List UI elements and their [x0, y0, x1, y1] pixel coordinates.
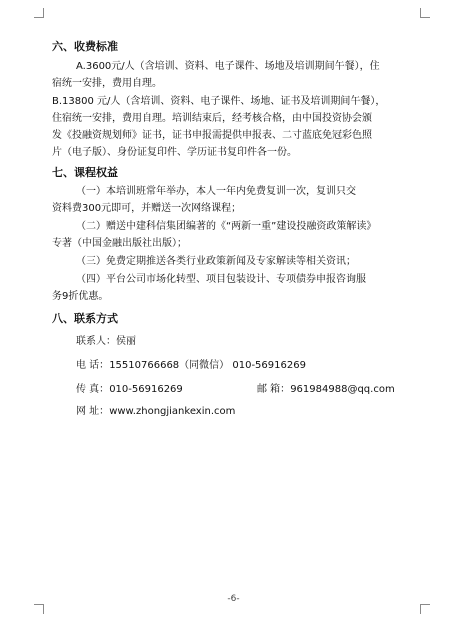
fee-line: 片（电子版）、身份证复印件、学历证书复印件各一份。: [52, 147, 297, 158]
section-heading-fee: 六、收费标准: [52, 40, 118, 53]
page-number: -6-: [227, 594, 240, 604]
benefit-line: （四）平台公司市场化转型、项目包装设计、专项债券申报咨询服: [76, 274, 366, 285]
contact-person-row: [76, 335, 136, 349]
crop-mark-top-left: [34, 8, 44, 18]
phone-label: 电 话：: [76, 360, 110, 371]
web-label: 网 址：: [76, 406, 110, 417]
crop-mark-top-right: [420, 8, 430, 18]
benefit-line: 务9折优惠。: [52, 291, 109, 302]
contact-email-row: [257, 383, 395, 397]
fee-line: B.13800 元/人（含培训、资料、电子课件、场地、证书及培训期间午餐），: [52, 96, 386, 107]
crop-mark-bottom-left: [34, 604, 44, 614]
benefit-line: （二）赠送中建科信集团编著的《“两新一重”建设投融资政策解读》: [76, 221, 377, 232]
phone-number: 15510766668（同微信） 010-56916269: [109, 360, 306, 371]
fax-number: 010-56916269: [109, 384, 183, 395]
email-address[interactable]: 961984988@qq.com: [290, 384, 395, 395]
fee-line: 宿统一安排，费用自理。: [52, 78, 162, 89]
contact-web-row: [76, 405, 235, 419]
benefit-line: 资料费300元即可，并赠送一次网络课程；: [52, 203, 242, 214]
website-link[interactable]: www.zhongjiankexin.com: [109, 406, 236, 417]
section-heading-contact: 八、联系方式: [52, 312, 118, 325]
contact-fax-row: [76, 383, 183, 397]
section-heading-benefits: 七、课程权益: [52, 166, 118, 179]
contact-person: 侯丽: [116, 336, 136, 347]
benefit-line: （三）免费定期推送各类行业政策新闻及专家解读等相关资讯；: [76, 256, 356, 267]
fee-line: A.3600元/人（含培训、资料、电子课件、场地及培训期间午餐），住: [76, 61, 380, 72]
fee-line: 住宿统一安排，费用自理。培训结束后，经考核合格，由中国投资协会颁: [52, 113, 372, 124]
contact-person-label: 联系人：: [76, 336, 116, 347]
email-label: 邮 箱：: [257, 384, 291, 395]
fee-line: 发《投融资规划师》证书，证书申报需提供申报表、二寸蓝底免冠彩色照: [52, 130, 372, 141]
contact-phone-row: [76, 359, 306, 373]
benefit-line: 专著（中国金融出版社出版）；: [52, 238, 187, 249]
crop-mark-bottom-right: [420, 604, 430, 614]
benefit-line: （一）本培训班常年举办，本人一年内免费复训一次，复训只交: [76, 186, 356, 197]
fax-label: 传 真：: [76, 384, 110, 395]
